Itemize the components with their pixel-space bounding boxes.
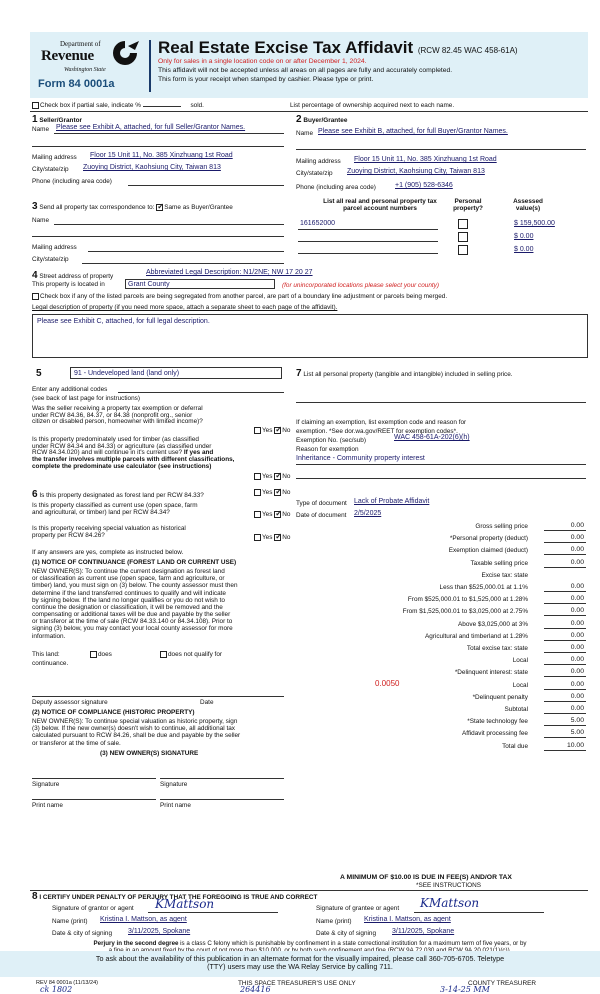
grantor-signature[interactable]: KMattson [155,897,215,911]
rule [30,111,588,112]
fee-underline [544,664,586,665]
rule [118,392,284,393]
seller-heading: 1 Seller/Grantor [32,114,82,125]
seller-mail-label: Mailing address [32,154,77,161]
fee-underline [544,725,586,726]
seller-name-field[interactable]: Please see Exhibit A, attached, for full Seller/Grantor Names. [56,124,246,131]
fee-label: Subtotal [504,706,528,713]
personal-col-header: Personal property? [453,198,483,213]
assessed-value-3[interactable]: $ 0.00 [514,246,534,253]
notice-accept: This affidavit will not be accepted unless all areas on all pages are fully and accurately completed. [158,67,453,74]
fee-label: Agricultural and timberland at 1.28% [424,632,528,640]
rule [32,236,284,237]
fee-label: *Personal property (deduct) [449,535,528,543]
rev-number: REV 84 0001a (11/13/24) [36,980,98,986]
ownership-note: List percentage of ownership acquired next to each name. [290,102,455,109]
fee-label: Taxable selling price [470,559,528,567]
grantee-signature[interactable]: KMattson [420,896,480,910]
seller-city-label: City/state/zip [32,166,69,173]
logo-revenue-text: Revenue [41,48,94,64]
rule [32,696,284,697]
street-address-field[interactable]: Abbreviated Legal Description: N1/2NE; NW 17 20 27 [146,269,313,276]
fee-underline [544,542,586,543]
fee-label: Local [512,657,528,665]
rule [128,185,284,186]
legal-desc-label: Legal description of property (if you need more space, attach a separate sheet to each page of the affidavit). [32,304,338,311]
fee-value[interactable]: 5.00 [570,717,584,725]
buyer-city-label: City/state/zip [296,170,333,177]
rule [298,229,438,230]
accessibility-notice: To ask about the availability of this publication in an alternate format for the visually impaired, please call 360-705-6705. Teletype (TTY) users may use the WA Relay Service by calling 711. [95,954,505,972]
form-number: Form 84 0001a [38,78,115,90]
fee-value[interactable]: 0.00 [570,631,584,639]
county-label: This property is located in [32,281,105,288]
q6b-no-checkbox[interactable] [274,511,281,518]
notice-continuance-heading: (1) NOTICE OF CONTINUANCE (FOREST LAND OR CURRENT USE) [32,559,237,566]
logo-dept-text: Department of [60,40,101,48]
fee-value[interactable]: 0.00 [570,668,584,676]
grantee-date-label: Date & city of signing [316,930,377,937]
q1-yes-checkbox[interactable] [254,427,261,434]
handwritten-date: 3-14-25 MM [440,985,490,994]
fee-value[interactable]: 0.00 [570,692,584,700]
owner-sig-label-1: Signature [32,781,60,788]
fee-label: Gross selling price [475,523,528,530]
partial-sale-row: Check box if partial sale, indicate % sold. [32,102,204,110]
minimum-due-note: A MINIMUM OF $10.00 IS DUE IN FEE(S) AND/OR TAX [340,874,512,881]
seller-mail-field[interactable]: Floor 15 Unit 11, No. 385 Xinzhuang 1st Road [90,152,233,159]
rule [296,402,586,403]
certify-heading: 8 I CERTIFY UNDER PENALTY OF PERJURY THAT THE FOREGOING IS TRUE AND CORRECT [32,891,318,902]
rule [32,146,284,147]
rule [32,799,156,800]
fee-underline [544,676,586,677]
fee-label: Excise tax: state [481,571,528,579]
county-treasurer-label: COUNTY TREASURER [468,980,536,987]
q6a-yes-checkbox[interactable] [254,489,261,496]
fee-value[interactable]: 0.00 [570,644,584,651]
rule [54,224,284,225]
fee-label: *Delinquent interest: state [454,669,528,677]
grantee-sig-label: Signature of grantee or agent [316,905,400,912]
fee-label: Affidavit processing fee [462,730,528,738]
fee-underline [544,603,586,604]
this-land-label: This land: [32,651,60,658]
q1-yes-no: Yes ✓ No [254,427,290,435]
form-title: Real Estate Excise Tax Affidavit (RCW 82.45 WAC 458-61A) [158,38,518,57]
fee-value[interactable]: 0.00 [570,619,584,627]
does-checkbox[interactable] [90,651,97,658]
grantor-name-field[interactable]: Kristina I. Mattson, as agent [100,916,187,923]
q6c-no-checkbox[interactable] [274,534,281,541]
county-note: (for unincorporated locations please select your county) [282,282,440,289]
grantor-date-field[interactable]: 3/11/2025, Spokane [128,928,191,935]
buyer-heading: 2 Buyer/Grantee [296,114,348,125]
q-historic: Is this property receiving special valuation as historical property per RCW 84.26? [32,525,186,539]
notice-compliance-text: NEW OWNER(S): To continue special valuation as historic property, sign (3) below. If the new owner(s) doesn't wish to continue, all additional tax calculated pursuant to RCW 84.26, shall be due and payable by the seller or transferor at the time of sale. [32,718,241,747]
rule [82,263,284,264]
fee-underline [544,591,586,592]
sec3-mail-label: Mailing address [32,244,77,251]
land-use-code-select[interactable]: 91 - Undeveloped land (land only) [70,367,282,379]
owner-print-label-1: Print name [32,802,63,809]
fee-label: Above $3,025,000 at 3% [458,620,528,628]
deputy-date-label: Date [200,699,214,706]
handwritten-check-no: ck 1802 [40,985,73,994]
handwritten-receipt-no: 264416 [240,985,271,994]
fee-value[interactable]: 0.00 [570,534,584,542]
legal-desc-box[interactable] [32,314,588,358]
reason-label: Reason for exemption [296,446,359,453]
doc-type-field[interactable]: Lack of Probate Affidavit [354,498,430,505]
fee-value[interactable]: 0.00 [570,583,584,590]
notice-red: Only for sales in a single location code on or after December 1, 2024. [158,58,367,65]
doc-date-label: Date of document [296,512,347,519]
exemption-no-field[interactable]: WAC 458-61A-202(6)(h) [394,434,470,441]
fee-underline [544,615,586,616]
assessed-value-1[interactable]: $ 159,500.00 [514,220,555,227]
treasurer-use-label: THIS SPACE TREASURER'S USE ONLY [238,980,356,987]
rule [296,149,586,150]
exemption-intro: If claiming an exemption, list exemption code and reason for [296,419,467,426]
county-select[interactable]: Grant County [125,279,275,289]
sec5-num: 5 [36,368,42,379]
q2-no-checkbox[interactable] [274,473,281,480]
fee-underline [544,628,586,629]
exemption-intro2: exemption. *See dor.wa.gov/REET for exemption codes*. [296,428,458,435]
q6c-yes-no: Yes ✓ No [254,534,290,542]
fee-label: From $1,525,000.01 to $3,025,000 at 2.75% [402,608,528,616]
doc-date-field[interactable]: 2/5/2025 [354,510,382,517]
rule [296,464,586,465]
fee-value[interactable]: 0.00 [570,680,584,688]
grantee-date-field[interactable]: 3/11/2025, Spokane [392,928,455,935]
grantor-name-label: Name (print) [52,918,88,925]
notice-compliance-heading: (2) NOTICE OF COMPLIANCE (HISTORIC PROPERTY) [32,709,195,716]
fee-underline [544,701,586,702]
fee-label: Local [512,681,528,689]
fee-label: Less than $525,000.01 at 1.1% [439,584,528,591]
q6b-yes-checkbox[interactable] [254,511,261,518]
deputy-sig-label: Deputy assessor signature [32,699,108,706]
notice-continuance-text: NEW OWNER(S): To continue the current designation as forest land or classification as current use (open space, farm and agriculture, or timber) land, you must sign on (3) below. The county assessor must then determine if the land transferred continues to qualify and will indicate by signing below. If the land no longer qualifies or you do not wish to continue the designation or classification, it will be removed and the compensating or additional taxes will be due and payable by the seller or transferor at the time of sale (RCW 84.33.140 or 84.34.108). Prior to signing (3) below, you may contact your local county assessor for more information. [32,568,238,640]
buyer-city-field[interactable]: Zuoying District, Kaohsiung City, Taiwan 813 [347,168,485,175]
notice-receipt: This form is your receipt when stamped by cashier. Please type or print. [158,76,374,83]
q6a-no-checkbox[interactable] [274,489,281,496]
parcel-col-header: List all real and personal property tax parcel account numbers [323,198,437,213]
q2-yes-no: Yes ✓ No [254,473,290,481]
does-qualify: does [90,651,112,659]
fee-value[interactable]: 0.00 [570,522,584,529]
seller-name-label: Name [32,126,50,133]
owner-print-label-2: Print name [160,802,191,809]
fee-underline [544,737,586,738]
see-back-note: (see back of last page for instructions) [32,395,140,402]
seller-phone-label: Phone (including area code) [32,178,112,185]
q-current-use: Is this property classified as current use (open space, farm and agricultural, or timber) land per RCW 84.34? [32,502,198,516]
assessed-col-header: Assessed value(s) [513,198,543,213]
buyer-phone-field[interactable]: +1 (905) 528-6346 [395,182,453,189]
grantee-name-label: Name (print) [316,918,352,925]
add-codes-label: Enter any additional codes [32,386,108,393]
doc-type-label: Type of document [296,500,347,507]
rule [160,799,284,800]
dor-logo [36,38,144,94]
fee-underline [544,652,586,653]
grantor-date-label: Date & city of signing [52,930,113,937]
q-forest-land: 6 Is this property designated as forest land per RCW 84.33? [32,489,204,500]
rule [160,778,284,779]
fee-label: Total due [502,742,528,750]
fee-underline [544,713,586,714]
q2-yes-checkbox[interactable] [254,473,261,480]
personal-property-checkbox-3[interactable] [458,245,468,255]
perjury-notice: Perjury in the second degree is a class C felony which is punishable by confinement in a state correctional institution for a maximum term of five years, or by [93,940,527,947]
reason-field[interactable]: Inheritance - Community property interest [296,455,425,462]
rule [298,253,438,254]
rule [54,133,284,134]
fee-underline [544,689,586,690]
does-not-checkbox[interactable] [160,651,167,658]
same-as-buyer-checkbox[interactable] [156,204,163,211]
fee-value[interactable]: 5.00 [570,729,584,737]
buyer-mail-field[interactable]: Floor 15 Unit 11, No. 385 Xinzhuang 1st Road [354,156,497,163]
fee-underline [544,554,586,555]
personal-property-checkbox-2[interactable] [458,232,468,242]
fee-underline [544,530,586,531]
local-rate-field[interactable]: 0.0050 [375,679,400,688]
rule [414,912,544,913]
q-exemption-deferral: Was the seller receiving a property tax exemption or deferral under RCW 84.36, 84.37, or 84.38 (nonprofit org., senior citizen or disabled person, homeowner with limited income)? [32,405,203,426]
rule [32,778,156,779]
q6b-yes-no: Yes ✓ No [254,511,290,519]
grantor-sig-label: Signature of grantor or agent [52,905,134,912]
buyer-name-label: Name [296,130,314,137]
parcel-number-field[interactable]: 161652000 [300,220,336,227]
fee-label: From $525,000.01 to $1,525,000 at 1.28% [407,596,528,604]
fee-label: *Delinquent penalty [472,693,528,701]
q6c-yes-checkbox[interactable] [254,534,261,541]
personal-property-checkbox-1[interactable] [458,219,468,229]
buyer-phone-label: Phone (including area code) [296,184,376,191]
revenue-swirl-icon [108,38,142,68]
fee-value[interactable]: 0.00 [570,656,584,664]
segregated-checkbox[interactable] [32,293,39,300]
exemption-no-label: Exemption No. (sec/sub) [296,437,366,444]
sec3-heading: 3 Send all property tax correspondence to: ✓ Same as Buyer/Grantee [32,201,233,213]
seller-city-field[interactable]: Zuoying District, Kaohsiung City, Taiwan 813 [83,164,221,171]
sec3-city-label: City/state/zip [32,256,69,263]
owner-sig-label-2: Signature [160,781,188,788]
fee-value[interactable]: 0.00 [570,595,584,603]
rule [148,912,278,913]
grantee-name-field[interactable]: Kristina I. Mattson, as agent [364,916,451,923]
q-timber-ag: Is this property predominately used for timber (as classified under RCW 84.34 and 84.33) or agriculture (as classified under RCW 84.34.020) and will continue in it's current use? If yes and the transfer involves multiple parcels with different classifications, complete the predominate use calculator (see instructions) [32,436,235,470]
fee-label: Total excise tax: state [466,645,528,652]
rule [88,251,284,252]
sec3-name-label: Name [32,217,50,224]
partial-sale-checkbox[interactable] [32,102,39,109]
new-owner-sig-heading: (3) NEW OWNER(S) SIGNATURE [100,750,199,757]
buyer-name-field[interactable]: Please see Exhibit B, attached, for full Buyer/Grantor Names. [318,128,508,135]
fee-underline [544,640,586,641]
fee-underline [544,567,586,568]
fee-value[interactable]: 0.00 [570,558,584,566]
sec4-street-row: 4 Street address of property [32,270,114,281]
fee-value[interactable]: 10.00 [566,741,584,749]
rule [296,478,586,479]
rule [298,241,438,242]
if-any-note: If any answers are yes, complete as instructed below. [32,549,184,556]
fee-value[interactable]: 0.00 [570,705,584,712]
header-divider [149,40,151,92]
fee-value[interactable]: 0.00 [570,546,584,554]
continuance-label: continuance. [32,660,69,667]
see-instructions-note: *SEE INSTRUCTIONS [416,882,481,889]
q1-no-checkbox[interactable] [274,427,281,434]
legal-desc-text: Please see Exhibit C, attached, for full legal description. [37,318,210,325]
buyer-mail-label: Mailing address [296,158,341,165]
q6a-yes-no: Yes ✓ No [254,489,290,497]
sec7-personal-property: 7 List all personal property (tangible and intangible) included in selling price. [296,368,513,379]
segregated-row: Check box if any of the listed parcels are being segregated from another parcel, are part of a boundary line adjustment or parcels being merged. [32,293,447,301]
logo-state-text: Washington State [64,67,106,73]
fee-label: Exemption claimed (deduct) [448,547,528,555]
fee-value[interactable]: 0.00 [570,607,584,615]
assessed-value-2[interactable]: $ 0.00 [514,233,534,240]
fee-underline [544,750,586,751]
does-not-qualify: does not qualify for [160,651,222,659]
fee-label: *State technology fee [467,718,528,726]
